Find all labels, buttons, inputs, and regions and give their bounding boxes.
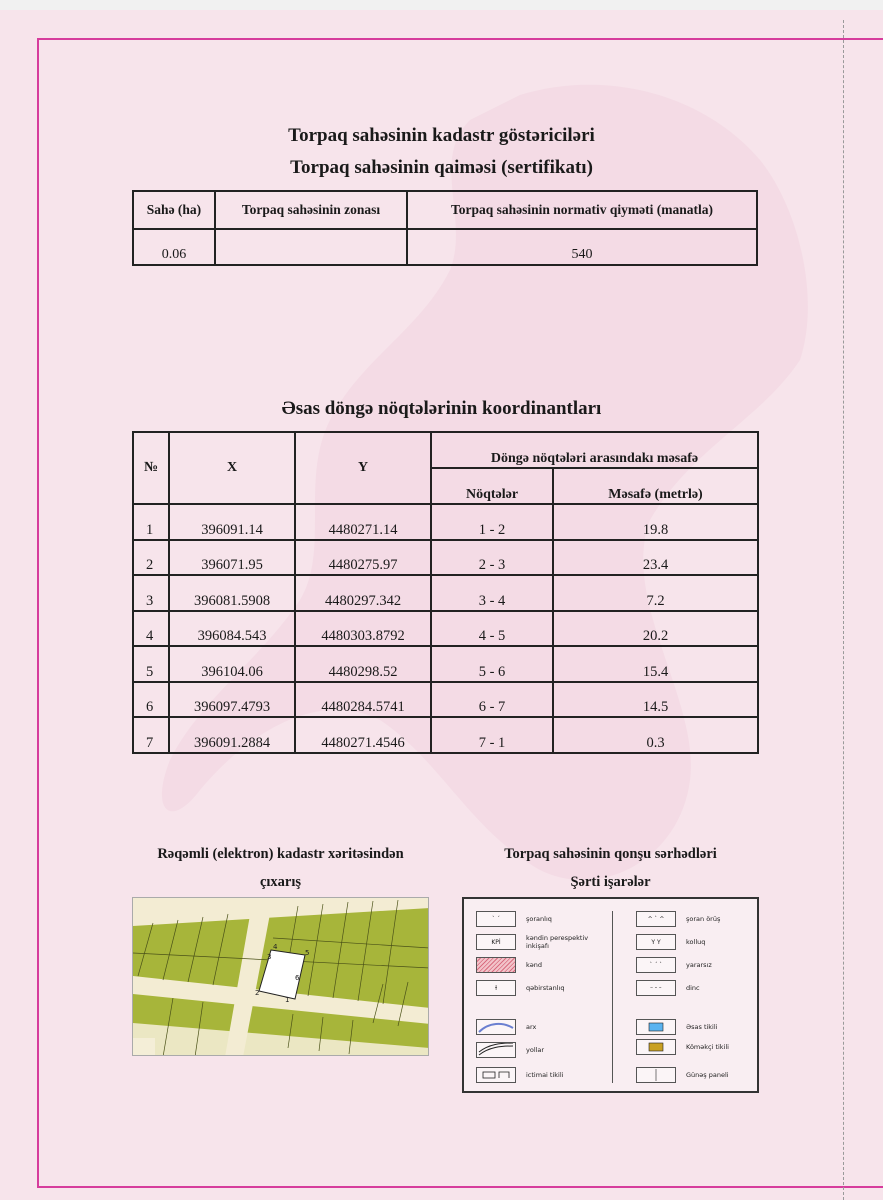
legend-item-main-building: Əsas tikili [636,1019,717,1035]
cell-points: 1 - 2 [431,504,553,540]
cell-y: 4480298.52 [295,646,431,682]
cell-x: 396104.06 [169,646,295,682]
cell-area: 0.06 [133,229,215,265]
cell-distance: 15.4 [553,646,758,682]
legend-item-auxiliary-building: Köməkçi tikili [636,1039,729,1055]
table-header-row [133,191,757,229]
legend-item-unusable: ˋ ˊ ˋ yararsız [636,957,712,973]
table-row [133,575,758,611]
cell-points: 3 - 4 [431,575,553,611]
legend-item-shrubs: Y Y kolluq [636,934,705,950]
document-title: Torpaq sahəsinin kadastr göstəriciləri [288,125,595,146]
legend-item-roads: yollar [476,1042,544,1058]
table-row [133,504,758,540]
coordinates-table [132,431,759,754]
road-line-icon [476,1042,516,1058]
cell-y: 4480303.8792 [295,611,431,647]
coordinates-title: Əsas döngə nöqtələrinin koordinantları [281,398,602,419]
table-row [133,540,758,576]
auxiliary-building-icon [636,1039,676,1055]
cell-number: 6 [133,682,169,718]
cell-zone [215,229,407,265]
legend-item-cemetery: ɫ qəbirstanlıq [476,980,565,996]
header-number: № [133,432,169,504]
unusable-symbol-icon: ˋ ˊ ˋ [636,957,676,973]
cell-number: 4 [133,611,169,647]
cell-x: 396097.4793 [169,682,295,718]
fallow-symbol-icon: ᵕ ᵕ ᵕ [636,980,676,996]
cell-number: 1 [133,504,169,540]
header-points: Nöqtələr [431,468,553,504]
cell-y: 4480297.342 [295,575,431,611]
cemetery-symbol-icon: ɫ [476,980,516,996]
cell-x: 396084.543 [169,611,295,647]
table-row [133,646,758,682]
cell-number: 3 [133,575,169,611]
legend-box [462,897,759,1093]
header-zone: Torpaq sahəsinin zonası [215,191,407,229]
header-area: Sahə (ha) [133,191,215,229]
cell-y: 4480271.14 [295,504,431,540]
cell-x: 396071.95 [169,540,295,576]
cell-points: 4 - 5 [431,611,553,647]
kpi-symbol-icon: KPİ [476,934,516,950]
solar-panel-icon [636,1067,676,1083]
cell-points: 7 - 1 [431,717,553,753]
point-label-3: 3 [267,953,272,961]
point-label-2: 2 [255,989,260,997]
cell-points: 6 - 7 [431,682,553,718]
cell-points: 5 - 6 [431,646,553,682]
map-title-line1: Rəqəmli (elektron) kadastr xəritəsindən [157,846,404,862]
point-label-6: 6 [295,974,300,982]
salt-pasture-symbol-icon: ^ ˋ ^ [636,911,676,927]
cell-x: 396081.5908 [169,575,295,611]
certificate-table [132,190,758,266]
cadastral-map-drawing [133,898,429,1056]
cell-distance: 20.2 [553,611,758,647]
point-label-1: 1 [285,996,290,1004]
cadastral-map-extract [132,897,429,1056]
shrubs-symbol-icon: Y Y [636,934,676,950]
map-title-line2: çıxarış [259,874,302,890]
cell-normative-price: 540 [407,229,757,265]
legend-item-salt-pasture: ^ ˋ ^ şoran örüş [636,911,720,927]
cell-number: 7 [133,717,169,753]
legend-item-solar-panel: Günəş paneli [636,1067,729,1083]
legend-item-village: kənd [476,957,542,973]
legend-item-canal: arx [476,1019,536,1035]
map-section-title [132,840,429,896]
header-x: X [169,432,295,504]
document-subtitle: Torpaq sahəsinin qaiməsi (sertifikatı) [290,157,593,178]
legend-item-salt-marsh: ˋ ˊ şoranlıq [476,911,552,927]
header-y: Y [295,432,431,504]
header-distance: Məsafə (metrlə) [553,468,758,504]
cell-x: 396091.2884 [169,717,295,753]
cell-distance: 14.5 [553,682,758,718]
canal-line-icon [476,1019,516,1035]
cell-distance: 7.2 [553,575,758,611]
point-label-5: 5 [305,949,310,957]
legend-divider [612,911,613,1083]
legend-item-public-building: ictimai tikili [476,1067,563,1083]
legend-section-title [462,840,759,896]
table-row [133,717,758,753]
salt-marsh-symbol-icon: ˋ ˊ [476,911,516,927]
table-row [133,611,758,647]
main-building-icon [636,1019,676,1035]
table-header-row [133,432,758,468]
header-distance-group: Döngə nöqtələri arasındakı məsafə [431,432,758,468]
header-normative-price: Torpaq sahəsinin normativ qiyməti (manatla) [407,191,757,229]
point-label-4: 4 [273,943,278,951]
cell-distance: 19.8 [553,504,758,540]
cell-points: 2 - 3 [431,540,553,576]
table-row [133,682,758,718]
cell-y: 4480275.97 [295,540,431,576]
cell-distance: 23.4 [553,540,758,576]
legend-title-line2: Şərti işarələr [570,874,651,890]
legend-item-fallow: ᵕ ᵕ ᵕ dinc [636,980,700,996]
public-building-icon [476,1067,516,1083]
cell-x: 396091.14 [169,504,295,540]
page-cut-line [843,20,844,1200]
legend-title-line1: Torpaq sahəsinin qonşu sərhədləri [504,846,717,862]
cell-number: 2 [133,540,169,576]
cell-y: 4480271.4546 [295,717,431,753]
legend-item-village-development: KPİ kəndin perespektiv inkişafı [476,934,596,950]
cell-y: 4480284.5741 [295,682,431,718]
cell-distance: 0.3 [553,717,758,753]
village-hatch-icon [476,957,516,973]
cell-number: 5 [133,646,169,682]
table-row [133,229,757,265]
